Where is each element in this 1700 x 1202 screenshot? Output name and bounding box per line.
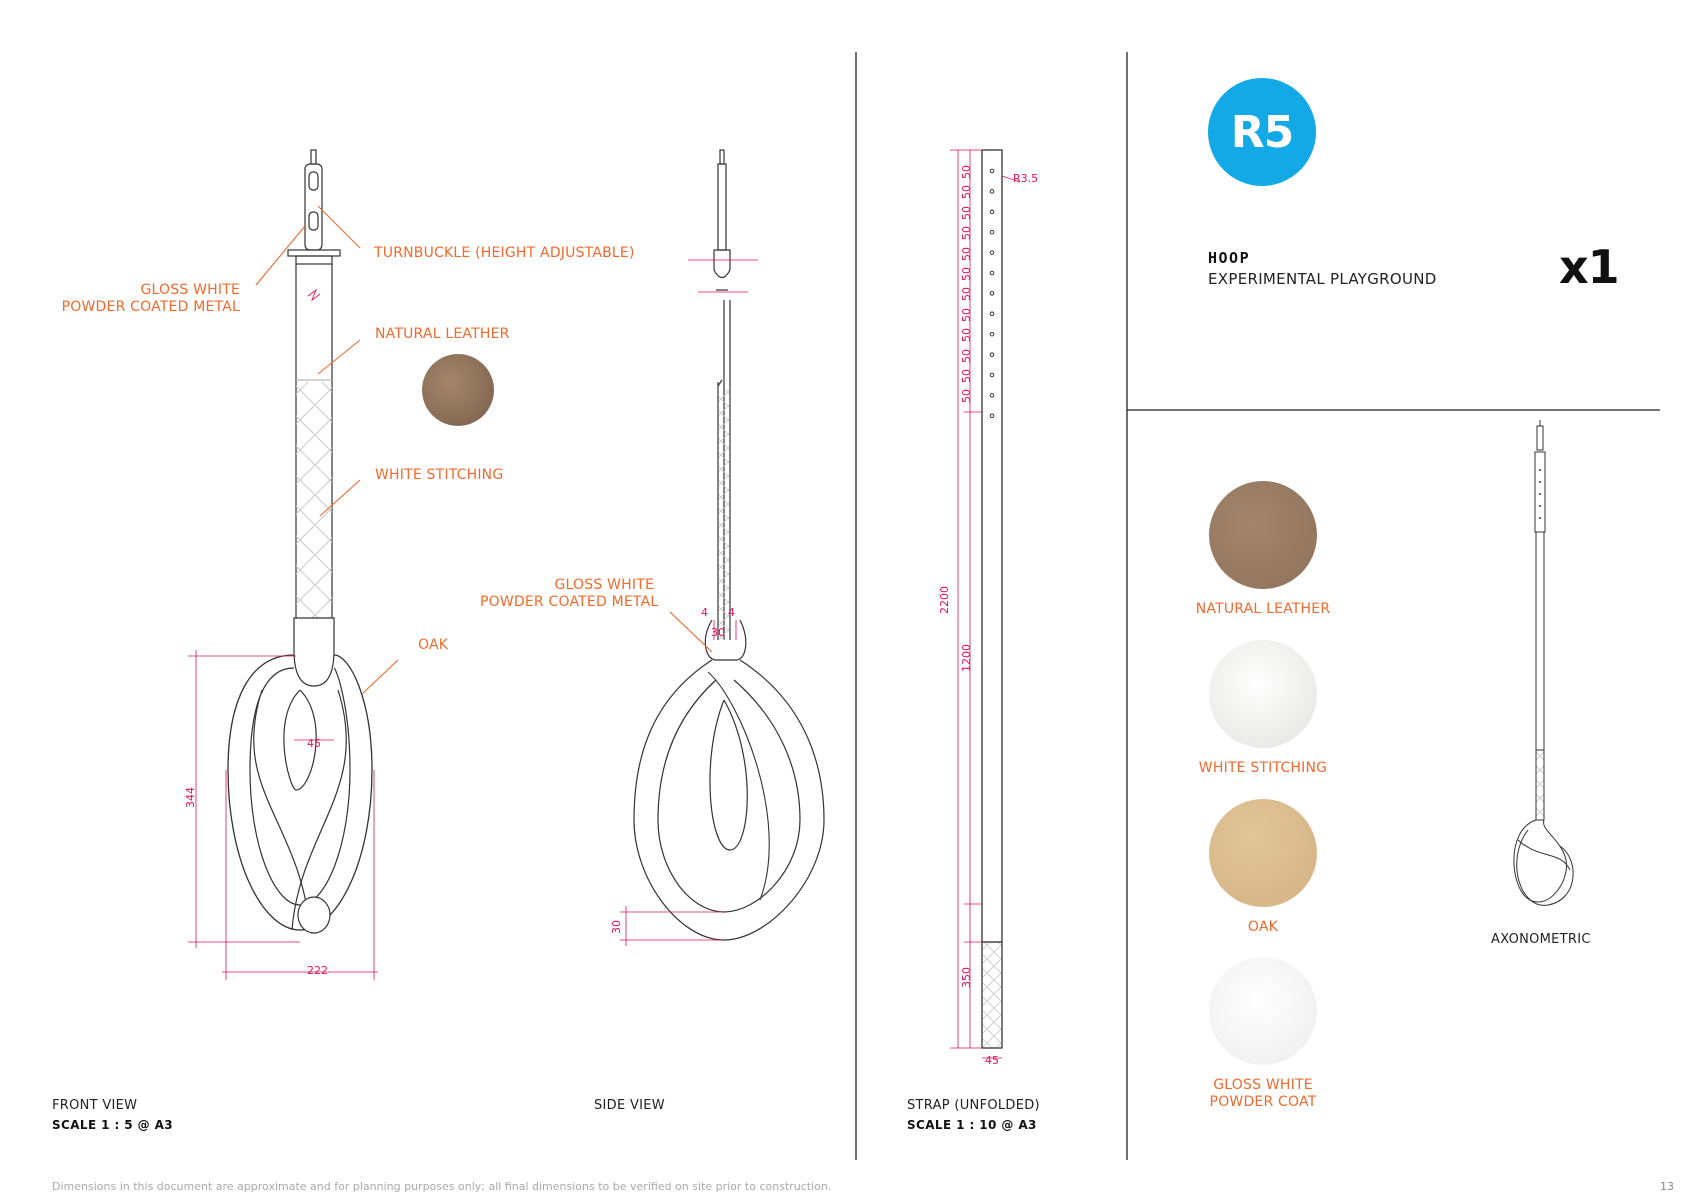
dim-strap-hole-spacing: 50: [960, 369, 973, 383]
callout-gloss-white-side: [480, 577, 659, 611]
dim-strap-hole-spacing: 50: [960, 185, 973, 200]
callout-line: POWDER COATED METAL: [61, 299, 240, 315]
dim-strap-hole-spacing: 50: [960, 165, 973, 179]
strap-hole: [990, 169, 994, 173]
strap-hole: [990, 210, 994, 214]
callout-white-stitching: WHITE STITCHING: [375, 467, 504, 483]
page-number: 13: [1660, 1180, 1674, 1193]
dim-strap-hole-radius: R3.5: [1013, 172, 1039, 185]
axonometric-label: AXONOMETRIC: [1491, 932, 1591, 947]
side-view-label: SIDE VIEW: [594, 1098, 665, 1113]
material-swatch-leather: [1209, 481, 1317, 589]
footer-disclaimer: Dimensions in this document are approximate and for planning purposes only; all final dimensions to be verified on site prior to construction.: [52, 1180, 832, 1193]
callout-line: POWDER COATED METAL: [480, 594, 659, 610]
callout-line: GLOSS WHITE: [140, 282, 240, 298]
dim-strap-section: 1200: [960, 644, 973, 672]
strap-hole: [990, 394, 994, 398]
front-view-label: FRONT VIEW: [52, 1098, 138, 1113]
callout-line: GLOSS WHITE: [554, 577, 654, 593]
material-label-leather: [1160, 601, 1366, 618]
axonometric-holes: [1539, 469, 1541, 519]
material-label-line: NATURAL LEATHER: [1195, 601, 1331, 617]
dim-side-bottom: 30: [610, 920, 623, 934]
dim-strap-hole-spacing: 50: [960, 307, 973, 322]
quantity: x1: [1559, 240, 1619, 294]
material-label-line: WHITE STITCHING: [1198, 760, 1328, 776]
dim-strap-hole-spacing: 50: [960, 205, 973, 220]
material-swatch-oak: [1209, 799, 1317, 907]
dim-strap-hole-spacing: 50: [960, 287, 973, 302]
material-swatch-gloss-white: [1209, 957, 1317, 1065]
product-title: HOOP: [1208, 249, 1251, 267]
strap-hole: [990, 190, 994, 194]
front-view-dimensions: [188, 650, 378, 980]
dim-front-height: 344: [184, 787, 197, 808]
strap-hole: [990, 271, 994, 275]
front-view-scale: SCALE 1 : 5 @ A3: [52, 1118, 174, 1132]
dim-strap-stitch: 350: [960, 967, 973, 988]
strap-drawing: [982, 150, 1002, 1048]
strap-hole: [990, 373, 994, 377]
material-label-stitching: [1160, 760, 1366, 777]
dim-side-right: 4: [728, 606, 735, 619]
dim-strap-total: 2200: [938, 586, 951, 614]
material-label-gloss-white: [1160, 1077, 1366, 1111]
callout-natural-leather: NATURAL LEATHER: [375, 326, 510, 342]
dim-front-inner: 45: [307, 737, 321, 750]
callout-oak: OAK: [418, 637, 449, 653]
leather-sample-small: [422, 354, 494, 426]
dim-strap-hole-spacing: 50: [960, 348, 973, 363]
strap-hole: [990, 251, 994, 255]
strap-view-label: STRAP (UNFOLDED): [907, 1098, 1040, 1113]
front-view-drawing: [228, 150, 372, 933]
strap-hole: [990, 312, 994, 316]
product-subtitle: EXPERIMENTAL PLAYGROUND: [1208, 270, 1437, 288]
dim-side-left: 4: [701, 606, 708, 619]
material-swatch-stitching: [1209, 640, 1317, 748]
strap-hole: [990, 292, 994, 296]
dim-strap-width: 45: [985, 1054, 999, 1067]
strap-hole: [990, 414, 994, 418]
callout-turnbuckle: TURNBUCKLE (HEIGHT ADJUSTABLE): [374, 245, 635, 261]
strap-view-scale: SCALE 1 : 10 @ A3: [907, 1118, 1037, 1132]
dim-strap-hole-spacing: 50: [960, 246, 973, 261]
dim-strap-hole-spacing: 50: [960, 389, 973, 404]
callout-gloss-white-front: [60, 282, 240, 316]
dim-strap-hole-spacing: 50: [960, 267, 973, 281]
material-label-line: OAK: [1247, 919, 1279, 935]
axonometric-drawing: [1514, 420, 1573, 905]
dim-strap-hole-spacing: 50: [960, 328, 973, 343]
dim-front-width: 222: [307, 964, 328, 977]
strap-hole: [990, 230, 994, 234]
dim-side-mid: 30: [711, 626, 725, 639]
side-view-drawing: [634, 150, 824, 940]
material-label-line: GLOSS WHITE: [1213, 1077, 1313, 1093]
material-label-line: POWDER COAT: [1209, 1094, 1317, 1110]
material-label-oak: [1160, 919, 1366, 936]
strap-hole: [990, 332, 994, 336]
product-code-badge: R5: [1208, 78, 1316, 186]
strap-hole: [990, 353, 994, 357]
dim-strap-hole-spacing: 50: [960, 226, 973, 241]
